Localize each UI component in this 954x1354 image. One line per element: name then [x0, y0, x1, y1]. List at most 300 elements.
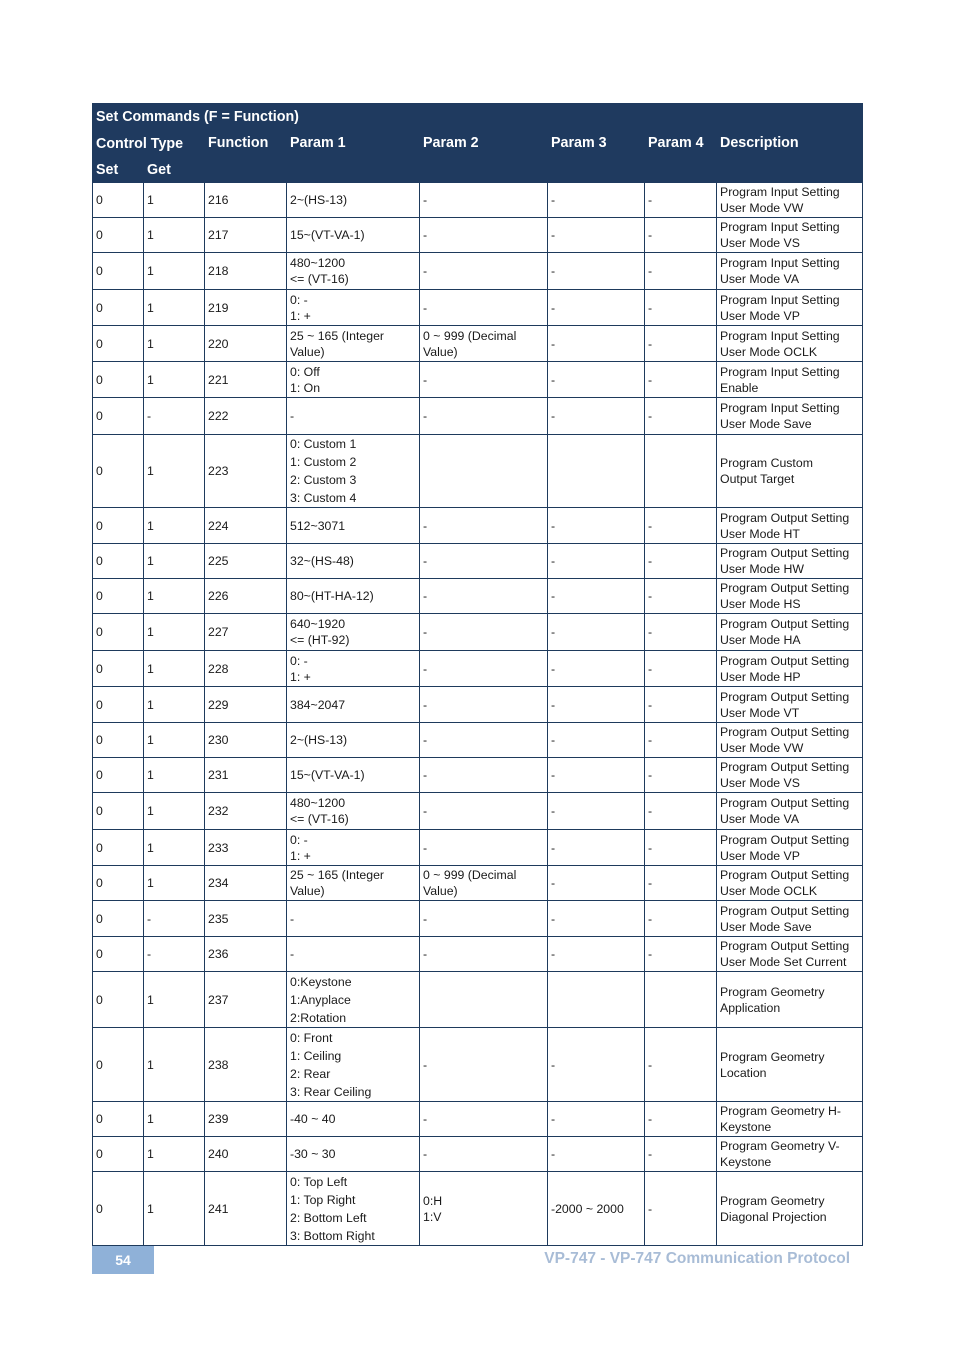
cell-line: -30 ~ 30	[290, 1147, 336, 1161]
cell-line: Program Output Setting	[720, 581, 850, 595]
cell-param3	[548, 362, 645, 398]
cell-line: -	[423, 1112, 428, 1126]
table-row	[93, 614, 863, 651]
cell-get: -	[144, 937, 205, 972]
cell-line: -	[290, 409, 295, 423]
cell-param2	[420, 326, 548, 362]
header-description: Description	[717, 131, 863, 183]
cell-param3	[548, 579, 645, 614]
cell-line: Application	[720, 1000, 781, 1015]
cell-set: 0	[93, 1028, 144, 1102]
cell-line: User Mode VS	[720, 776, 800, 790]
cell-line: -	[423, 911, 428, 926]
cell-param4	[645, 508, 717, 544]
cell-set: 0	[93, 937, 144, 972]
cell-line: User Mode VW	[720, 741, 804, 755]
cell-line: 480~1200	[290, 256, 346, 270]
cell-line: -2000 ~ 2000	[551, 1201, 624, 1216]
table-row	[93, 793, 863, 830]
cell-get: 1	[144, 508, 205, 544]
cell-param1	[287, 901, 420, 937]
cell-function: 216	[205, 183, 287, 218]
cell-line: -	[648, 228, 653, 242]
cell-set: 0	[93, 1172, 144, 1246]
cell-line: -	[551, 625, 556, 639]
cell-line: -	[648, 733, 653, 747]
cell-line: Program Output Setting	[720, 689, 850, 704]
table-row	[93, 183, 863, 218]
cell-param2	[420, 579, 548, 614]
cell-line: Program Input Setting	[720, 185, 840, 199]
cell-line: -	[423, 1147, 428, 1161]
cell-param2	[420, 972, 548, 1028]
cell-line: 3: Rear Ceiling	[290, 1084, 372, 1099]
cell-get: 1	[144, 544, 205, 579]
cell-line: -	[290, 947, 295, 961]
cell-line: User Mode VW	[720, 201, 804, 215]
cell-set: 0	[93, 830, 144, 866]
table-row	[93, 218, 863, 253]
header-param3: Param 3	[548, 131, 645, 183]
cell-get: 1	[144, 972, 205, 1028]
table-row	[93, 687, 863, 723]
header-control-type: Control Type	[93, 131, 205, 157]
cell-description	[717, 398, 863, 435]
cell-line: 25 ~ 165 (Integer	[290, 328, 385, 343]
cell-line: 15~(VT-VA-1)	[290, 768, 365, 782]
cell-line: -	[648, 409, 653, 423]
cell-line: 0 ~ 999 (Decimal	[423, 868, 517, 882]
cell-line: 2: Custom 3	[290, 473, 357, 487]
cell-param2	[420, 866, 548, 901]
table-row	[93, 1172, 863, 1246]
cell-param3	[548, 793, 645, 830]
cell-line: User Mode Save	[720, 919, 812, 934]
cell-line: -	[648, 876, 653, 890]
cell-line: User Mode HA	[720, 633, 801, 647]
cell-line: 0: -	[290, 292, 308, 307]
cell-line: -	[648, 1201, 653, 1216]
cell-param2	[420, 937, 548, 972]
cell-line: -	[423, 840, 428, 855]
cell-line: User Mode HP	[720, 669, 801, 684]
cell-set: 0	[93, 362, 144, 398]
cell-set: 0	[93, 687, 144, 723]
cell-line: Program Input Setting	[720, 328, 840, 343]
cell-line: User Mode HS	[720, 597, 801, 611]
cell-line: Diagonal Projection	[720, 1209, 827, 1224]
table-row	[93, 758, 863, 793]
table-row	[93, 723, 863, 758]
cell-line: Program Custom	[720, 456, 813, 470]
cell-line: 0: Front	[290, 1030, 333, 1045]
cell-get: 1	[144, 687, 205, 723]
cell-line: 80~(HT-HA-12)	[290, 589, 374, 603]
cell-line: Program Output Setting	[720, 939, 850, 953]
cell-param4	[645, 398, 717, 435]
cell-param1	[287, 218, 420, 253]
cell-function: 237	[205, 972, 287, 1028]
cell-line: Program Input Setting	[720, 401, 840, 415]
cell-param2	[420, 1028, 548, 1102]
cell-set: 0	[93, 901, 144, 937]
header-function: Function	[205, 131, 287, 183]
cell-param4	[645, 218, 717, 253]
table-row	[93, 901, 863, 937]
cell-line: -40 ~ 40	[290, 1112, 336, 1126]
cell-line: -	[551, 228, 556, 242]
cell-line: -	[551, 336, 556, 351]
cell-line: -	[648, 697, 653, 712]
cell-param1	[287, 723, 420, 758]
cell-description	[717, 253, 863, 290]
table-row	[93, 937, 863, 972]
cell-line: 15~(VT-VA-1)	[290, 228, 365, 242]
cell-line: Value)	[423, 344, 458, 359]
cell-line: -	[551, 518, 556, 533]
cell-line: <= (VT-16)	[290, 812, 349, 826]
cell-set: 0	[93, 183, 144, 218]
cell-param1	[287, 290, 420, 326]
table-row	[93, 1102, 863, 1137]
cell-description	[717, 687, 863, 723]
cell-get: 1	[144, 651, 205, 687]
cell-line: -	[423, 554, 428, 568]
cell-line: 1: +	[290, 308, 311, 323]
cell-param2	[420, 398, 548, 435]
cell-param4	[645, 972, 717, 1028]
cell-description	[717, 290, 863, 326]
cell-param2	[420, 508, 548, 544]
cell-param3	[548, 544, 645, 579]
cell-description	[717, 579, 863, 614]
cell-description	[717, 1137, 863, 1172]
cell-param1	[287, 866, 420, 901]
cell-param3	[548, 866, 645, 901]
cell-line: -	[423, 1057, 428, 1072]
cell-line: Program Output Setting	[720, 832, 850, 847]
cell-get: 1	[144, 579, 205, 614]
cell-line: Program Output Setting	[720, 760, 850, 774]
cell-line: -	[551, 193, 556, 207]
cell-param1	[287, 398, 420, 435]
cell-line: Program Output Setting	[720, 653, 850, 668]
cell-param4	[645, 901, 717, 937]
cell-line: 1: Custom 2	[290, 455, 357, 469]
cell-param4	[645, 1102, 717, 1137]
cell-param2	[420, 1172, 548, 1246]
header-param2: Param 2	[420, 131, 548, 183]
cell-param1	[287, 1028, 420, 1102]
cell-param3	[548, 326, 645, 362]
cell-function: 227	[205, 614, 287, 651]
cell-line: -	[551, 661, 556, 676]
cell-param3	[548, 758, 645, 793]
cell-function: 221	[205, 362, 287, 398]
cell-line: 0:H	[423, 1193, 443, 1208]
cell-line: Value)	[290, 884, 325, 898]
cell-line: <= (HT-92)	[290, 633, 350, 647]
cell-line: Value)	[423, 884, 458, 898]
cell-description	[717, 866, 863, 901]
cell-line: Program Output Setting	[720, 510, 850, 525]
table-row	[93, 290, 863, 326]
cell-line: -	[423, 804, 428, 818]
cell-line: Program Input Setting	[720, 220, 840, 234]
cell-line: Output Target	[720, 472, 795, 486]
cell-function: 223	[205, 435, 287, 508]
cell-param3	[548, 218, 645, 253]
cell-param3	[548, 937, 645, 972]
cell-function: 236	[205, 937, 287, 972]
cell-line: Program Output Setting	[720, 868, 850, 882]
cell-description	[717, 758, 863, 793]
cell-function: 234	[205, 866, 287, 901]
cell-function: 229	[205, 687, 287, 723]
cell-function: 218	[205, 253, 287, 290]
cell-param1	[287, 1137, 420, 1172]
cell-param3	[548, 253, 645, 290]
cell-param3	[548, 1028, 645, 1102]
cell-param4	[645, 830, 717, 866]
cell-line: Value)	[290, 344, 325, 359]
cell-line: -	[551, 768, 556, 782]
set-commands-table	[92, 103, 863, 1246]
cell-set: 0	[93, 435, 144, 508]
table-row	[93, 651, 863, 687]
cell-set: 0	[93, 651, 144, 687]
cell-line: -	[551, 840, 556, 855]
cell-line: -	[551, 264, 556, 278]
table-row	[93, 544, 863, 579]
cell-param1	[287, 435, 420, 508]
cell-function: 235	[205, 901, 287, 937]
cell-line: User Mode OCLK	[720, 344, 818, 359]
cell-param3	[548, 290, 645, 326]
cell-get: -	[144, 901, 205, 937]
cell-line: User Mode VA	[720, 272, 800, 286]
cell-line: -	[551, 409, 556, 423]
cell-line: 2: Bottom Left	[290, 1210, 367, 1225]
cell-get: 1	[144, 183, 205, 218]
cell-line: -	[551, 697, 556, 712]
cell-line: -	[648, 947, 653, 961]
cell-get: 1	[144, 1172, 205, 1246]
cell-param4	[645, 362, 717, 398]
cell-line: User Mode Set Current	[720, 955, 847, 969]
cell-param3	[548, 1172, 645, 1246]
table-row	[93, 435, 863, 508]
cell-param4	[645, 579, 717, 614]
cell-description	[717, 508, 863, 544]
cell-get: 1	[144, 866, 205, 901]
cell-param2	[420, 687, 548, 723]
cell-line: -	[551, 947, 556, 961]
cell-param4	[645, 1028, 717, 1102]
cell-param1	[287, 253, 420, 290]
cell-line: -	[551, 1057, 556, 1072]
table-row	[93, 253, 863, 290]
cell-get: 1	[144, 362, 205, 398]
cell-line: Program Output Setting	[720, 725, 850, 739]
cell-param1	[287, 937, 420, 972]
cell-line: 1: Top Right	[290, 1192, 356, 1207]
cell-description	[717, 614, 863, 651]
cell-description	[717, 183, 863, 218]
cell-line: -	[423, 625, 428, 639]
cell-param1	[287, 972, 420, 1028]
cell-line: 0 ~ 999 (Decimal	[423, 328, 517, 343]
cell-param1	[287, 1172, 420, 1246]
cell-get: 1	[144, 758, 205, 793]
cell-description	[717, 435, 863, 508]
table-row	[93, 326, 863, 362]
table-header	[93, 104, 863, 183]
cell-line: -	[423, 228, 428, 242]
cell-param4	[645, 253, 717, 290]
table-row	[93, 1137, 863, 1172]
cell-param3	[548, 901, 645, 937]
cell-line: Program Geometry H-	[720, 1104, 841, 1118]
cell-line: -	[648, 518, 653, 533]
cell-param1	[287, 326, 420, 362]
cell-param4	[645, 326, 717, 362]
table-row	[93, 508, 863, 544]
cell-line: -	[648, 554, 653, 568]
table-row	[93, 866, 863, 901]
cell-function: 219	[205, 290, 287, 326]
cell-set: 0	[93, 218, 144, 253]
cell-line: -	[648, 768, 653, 782]
cell-param1	[287, 508, 420, 544]
cell-function: 217	[205, 218, 287, 253]
cell-line: -	[551, 554, 556, 568]
cell-function: 238	[205, 1028, 287, 1102]
cell-param2	[420, 901, 548, 937]
cell-set: 0	[93, 972, 144, 1028]
cell-line: -	[423, 193, 428, 207]
cell-line: -	[551, 911, 556, 926]
cell-line: 1: +	[290, 669, 311, 684]
cell-line: 1:Anyplace	[290, 992, 351, 1007]
cell-param2	[420, 723, 548, 758]
cell-line: -	[648, 840, 653, 855]
cell-line: Program Input Setting	[720, 256, 840, 270]
cell-param3	[548, 435, 645, 508]
cell-line: -	[423, 300, 428, 315]
cell-get: 1	[144, 723, 205, 758]
cell-set: 0	[93, 723, 144, 758]
cell-line: -	[648, 372, 653, 387]
cell-line: -	[648, 264, 653, 278]
cell-param3	[548, 972, 645, 1028]
cell-set: 0	[93, 290, 144, 326]
cell-line: -	[648, 661, 653, 676]
cell-line: Program Output Setting	[720, 903, 850, 918]
cell-function: 231	[205, 758, 287, 793]
cell-param2	[420, 290, 548, 326]
cell-param2	[420, 1137, 548, 1172]
cell-param3	[548, 830, 645, 866]
cell-param1	[287, 758, 420, 793]
cell-line: 0: -	[290, 653, 308, 668]
cell-param4	[645, 183, 717, 218]
cell-description	[717, 544, 863, 579]
cell-param3	[548, 1137, 645, 1172]
cell-param1	[287, 830, 420, 866]
cell-line: -	[551, 876, 556, 890]
cell-param4	[645, 758, 717, 793]
cell-param3	[548, 614, 645, 651]
cell-line: -	[648, 1057, 653, 1072]
cell-get: 1	[144, 435, 205, 508]
cell-get: 1	[144, 793, 205, 830]
cell-line: -	[551, 1147, 556, 1161]
table-row	[93, 830, 863, 866]
cell-param4	[645, 435, 717, 508]
cell-line: 3: Custom 4	[290, 491, 357, 505]
cell-line: Program Input Setting	[720, 292, 840, 307]
cell-param4	[645, 687, 717, 723]
cell-line: 0: Off	[290, 364, 320, 379]
cell-line: -	[423, 589, 428, 603]
cell-param2	[420, 435, 548, 508]
cell-get: 1	[144, 1137, 205, 1172]
cell-set: 0	[93, 398, 144, 435]
header-set: Set	[93, 157, 144, 183]
cell-line: 1:V	[423, 1209, 442, 1224]
cell-param3	[548, 508, 645, 544]
cell-line: -	[290, 911, 295, 926]
cell-param3	[548, 723, 645, 758]
cell-set: 0	[93, 614, 144, 651]
cell-line: Program Geometry V-	[720, 1139, 840, 1153]
cell-set: 0	[93, 1137, 144, 1172]
cell-function: 226	[205, 579, 287, 614]
cell-line: User Mode VA	[720, 812, 800, 826]
cell-param4	[645, 1137, 717, 1172]
cell-param4	[645, 544, 717, 579]
cell-line: -	[423, 768, 428, 782]
cell-param2	[420, 1102, 548, 1137]
cell-line: 25 ~ 165 (Integer	[290, 868, 385, 882]
cell-get: 1	[144, 290, 205, 326]
cell-line: 0: Custom 1	[290, 437, 357, 451]
cell-function: 230	[205, 723, 287, 758]
cell-get: 1	[144, 830, 205, 866]
cell-description	[717, 901, 863, 937]
cell-param1	[287, 544, 420, 579]
cell-line: -	[423, 947, 428, 961]
cell-param1	[287, 362, 420, 398]
cell-description	[717, 793, 863, 830]
cell-param4	[645, 793, 717, 830]
cell-function: 228	[205, 651, 287, 687]
cell-line: -	[423, 697, 428, 712]
cell-function: 240	[205, 1137, 287, 1172]
cell-param2	[420, 544, 548, 579]
cell-line: Location	[720, 1065, 767, 1080]
cell-get: 1	[144, 326, 205, 362]
cell-set: 0	[93, 758, 144, 793]
cell-line: -	[648, 1147, 653, 1161]
table-row	[93, 362, 863, 398]
cell-line: Enable	[720, 380, 759, 395]
cell-line: Program Input Setting	[720, 364, 840, 379]
cell-line: 2~(HS-13)	[290, 733, 348, 747]
cell-description	[717, 723, 863, 758]
cell-line: -	[423, 518, 428, 533]
